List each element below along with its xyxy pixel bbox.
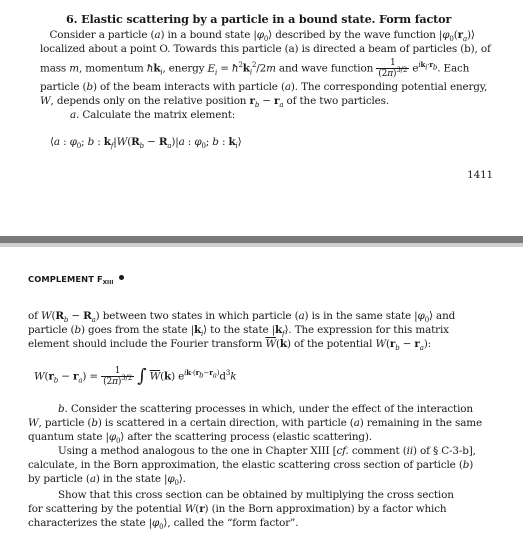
para1-line2: localized about a point O. Towards this particle (a) is directed a beam of particles (b), of	[40, 43, 491, 55]
matrix-element: ⟨a : $\varphi_0$; b : $k_f|W(R_b - R_a)|a$ : $\varphi_0$; b : $k_i⟩$	[50, 136, 242, 151]
item-b-line2: W, particle (b) is scattered in a certain direction, with particle (a) remaining in the same	[28, 417, 482, 429]
para2-line3: element should include the Fourier transform $\overline{W}(k)$ of the potential $W(r_b - r_a)$:	[28, 338, 432, 353]
item-b-line6: by particle (a) in the state $|\varphi_0⟩$.	[28, 473, 186, 488]
page-number: 1411	[467, 169, 493, 181]
para1-line1: Consider a particle (a) in a bound state $|\varphi_0⟩$ described by the wave function $|\varphi_0(r_a)⟩$	[40, 29, 475, 44]
running-header: COMPLEMENT $F_{XIII}$	[28, 274, 114, 286]
item-b-line3: quantum state $|\varphi_0⟩$ after the scattering process (elastic scattering).	[28, 431, 372, 446]
para2-line1: of $W(R_b - R_a)$ between two states in which particle (a) is in the same state $|\varphi_0⟩$ and	[28, 310, 456, 325]
para1-line3: mass m, momentum $ħk_i$, energy $E_i$ = $ħ^2k_i^2/2m$ and wave function $\frac{1}{(2\pi)^{3/2}}$ $e^{ik_i\cdot r_b}$. Each	[40, 58, 470, 79]
page-separator	[0, 236, 523, 243]
header-bullet	[119, 275, 124, 280]
item-b-line8: for scattering by the potential W(r) (in the Born approximation) by a factor which	[28, 503, 447, 515]
item-b-line7: Show that this cross section can be obtained by multiplying the cross section	[58, 489, 454, 501]
item-b-line4: Using a method analogous to the one in Chapter XIII [cf. comment (ii) of § C-3-b],	[58, 445, 476, 457]
item-b-line1: b. Consider the scattering processes in which, under the effect of the interaction	[58, 403, 473, 415]
item-b-line5: calculate, in the Born approximation, the elastic scattering cross section of particle (b)	[28, 459, 474, 471]
para1-line5: W, depends only on the relative position $r_b - r_a$ of the two particles.	[40, 95, 390, 110]
para1-line4: particle (b) of the beam interacts with particle (a). The corresponding potential energy,	[40, 81, 488, 93]
item-a: a. Calculate the matrix element:	[70, 109, 236, 121]
para2-line2: particle (b) goes from the state $|k_i⟩$ to the state $|k_f⟩$. The expression for this matrix	[28, 324, 449, 339]
item-b-line9: characterizes the state $|\varphi_0⟩$, called the “form factor”.	[28, 517, 299, 532]
fourier-formula: $W(r_b - r_a)$ = $\frac{1}{(2\pi)^{3/2}}$ ∫ $\overline{W}(k)$ $e^{ik\cdot(r_b-r_a)}d^3k$	[34, 365, 237, 387]
exercise-title: 6. Elastic scattering by a particle in a bound state. Form factor	[66, 12, 452, 26]
